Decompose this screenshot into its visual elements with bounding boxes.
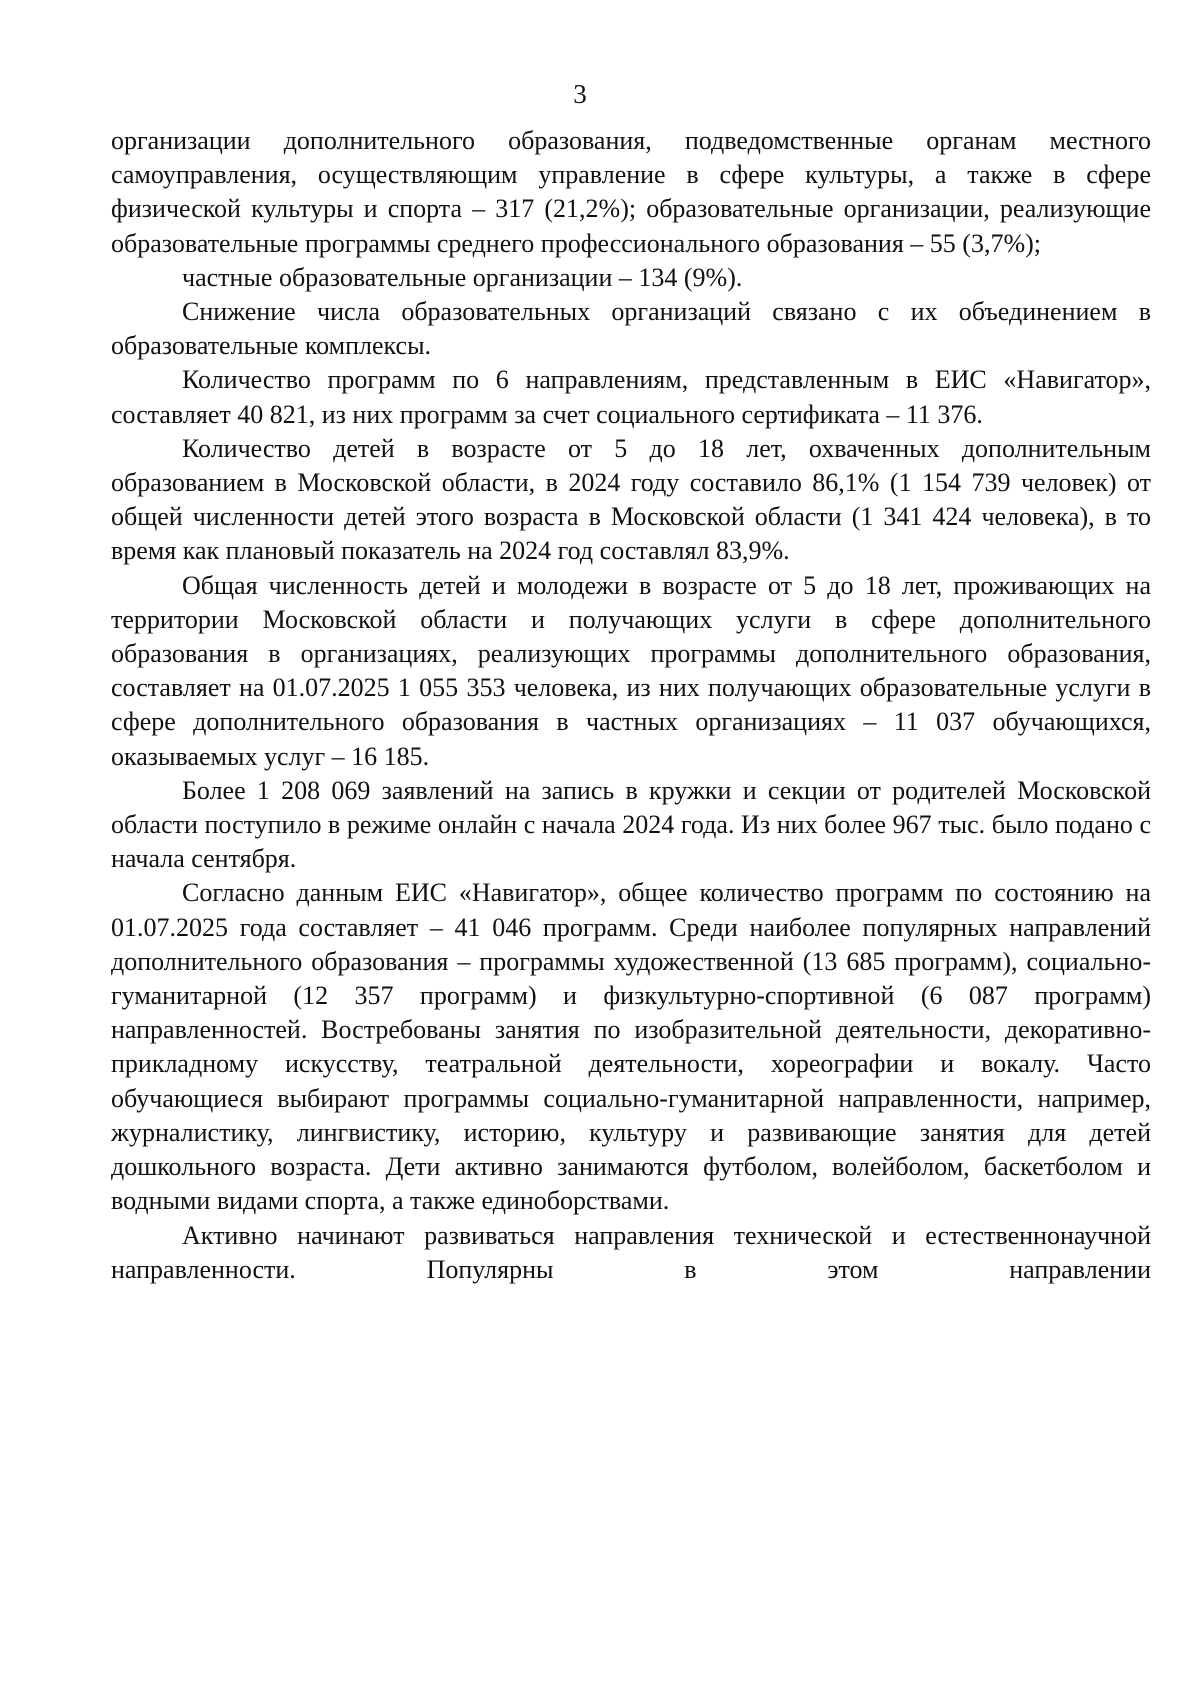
paragraph: частные образовательные организации – 134 (9%). xyxy=(182,262,743,292)
paragraph-continuation: организации дополнительного образования, подведомственные органам местного самоуправления, осуществляющим управление в сфере культуры, а также в сфере физической культуры и спорта – 317 (21,2%); образовательные организации, реализующие образовательные программы среднего профессионального образования – 55 (3,7%); xyxy=(111,126,1151,258)
paragraph: Более 1 208 069 заявлений на запись в кружки и секции от родителей Московской области поступило в режиме онлайн с начала 2024 года. Из них более 967 тыс. было подано с начала сентября. xyxy=(111,775,1151,874)
paragraph-last: Активно начинают развиваться направления технической и естественнонаучной направленности. Популярны в этом направлении xyxy=(111,1220,1151,1284)
document-body xyxy=(111,124,1151,1287)
paragraph: Общая численность детей и молодежи в возрасте от 5 до 18 лет, проживающих на территории Московской области и получающих услуги в сфере дополнительного образования в организациях, реализующих программы дополнительного образования, составляет на 01.07.2025 1 055 353 человека, из них получающих образовательные услуги в сфере дополнительного образования в частных организациях – 11 037 обучающихся, оказываемых услуг – 16 185. xyxy=(111,570,1151,771)
paragraph: Согласно данным ЕИС «Навигатор», общее количество программ по состоянию на 01.07.2025 года составляет – 41 046 программ. Среди наиболее популярных направлений дополнительного образования – программы художественной (13 685 программ), социально-гуманитарной (12 357 программ) и физкультурно-спортивной (6 087 программ) направленностей. Востребованы занятия по изобразительной деятельности, декоративно-прикладному искусству, театральной деятельности, хореографии и вокалу. Часто обучающиеся выбирают программы социально-гуманитарной направленности, например, журналистику, лингвистику, историю, культуру и развивающие занятия для детей дошкольного возраста. Дети активно занимаются футболом, волейболом, баскетболом и водными видами спорта, а также единоборствами. xyxy=(111,878,1151,1216)
paragraph: Количество детей в возрасте от 5 до 18 лет, охваченных дополнительным образованием в Московской области, в 2024 году составило 86,1% (1 154 739 человек) от общей численности детей этого возраста в Московской области (1 341 424 человека), в то время как плановый показатель на 2024 год составлял 83,9%. xyxy=(111,433,1151,566)
paragraph: Снижение числа образовательных организаций связано с их объединением в образовательные комплексы. xyxy=(111,297,1151,361)
paragraph: Количество программ по 6 направлениям, представленным в ЕИС «Навигатор», составляет 40 821, из них программ за счет социального сертификата – 11 376. xyxy=(111,365,1151,429)
page-number: 3 xyxy=(573,79,587,109)
